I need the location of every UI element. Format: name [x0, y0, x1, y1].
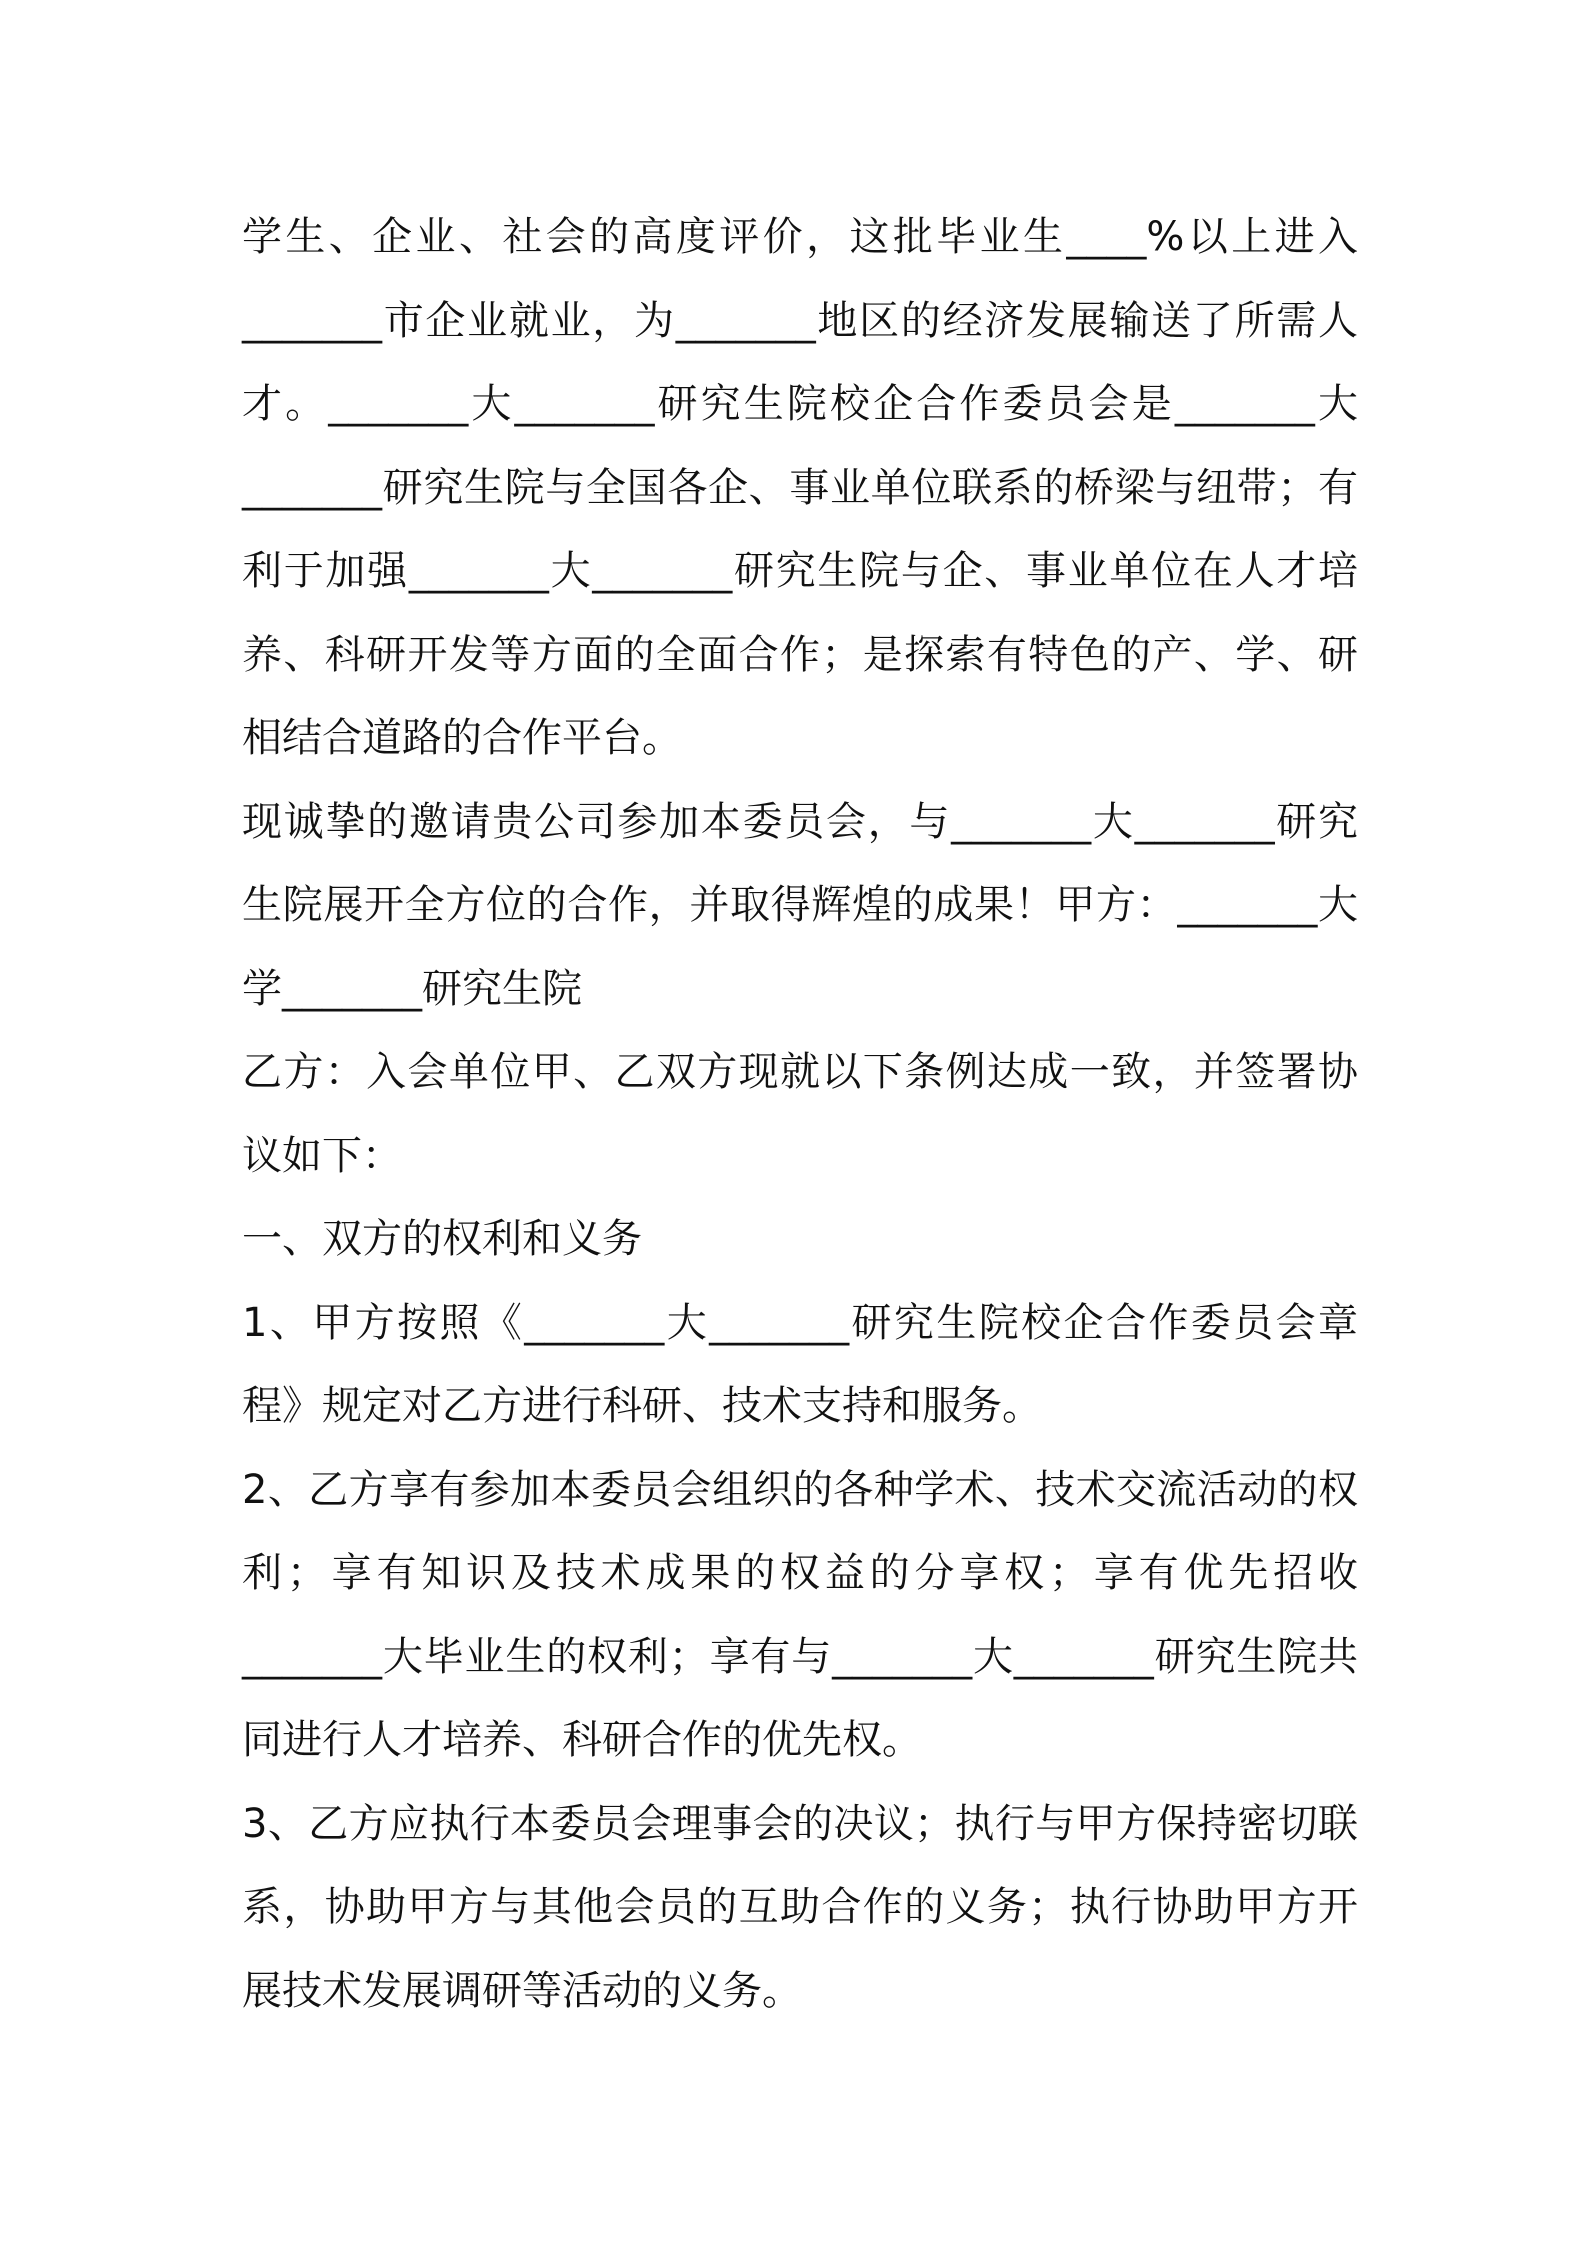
document-body	[242, 196, 1358, 2033]
section-heading-rights-obligations: 一、双方的权利和义务	[242, 1216, 642, 1262]
paragraph-intro: 学生、企业、社会的高度评价，这批毕业生____%以上进入_______市企业就业，为_______地区的经济发展输送了所需人才。_______大_______研究生院校企合作委员会是_______大_______研究生院与全国各企、事业单位联系的桥梁与纽带；有利于加强_______大_______研究生院与企、事业单位在人才培养、科研开发等方面的全面合作；是探索有特色的产、学、研相结合道路的合作平台。	[242, 214, 1358, 761]
paragraph-invitation: 现诚挚的邀请贵公司参加本委员会，与_______大_______研究生院展开全方位的合作，并取得辉煌的成果！甲方：_______大学_______研究生院	[242, 798, 1358, 1012]
paragraph-party-b: 乙方：入会单位甲、乙双方现就以下条例达成一致，并签署协议如下：	[242, 1049, 1358, 1179]
clause-2: 2、乙方享有参加本委员会组织的各种学术、技术交流活动的权利；享有知识及技术成果的权益的分享权；享有优先招收_______大毕业生的权利；享有与_______大_______研究生院共同进行人才培养、科研合作的优先权。	[242, 1466, 1358, 1763]
clause-1: 1、甲方按照《_______大_______研究生院校企合作委员会章程》规定对乙方进行科研、技术支持和服务。	[242, 1299, 1358, 1429]
clause-3: 3、乙方应执行本委员会理事会的决议；执行与甲方保持密切联系，协助甲方与其他会员的互助合作的义务；执行协助甲方开展技术发展调研等活动的义务。	[242, 1800, 1358, 2014]
